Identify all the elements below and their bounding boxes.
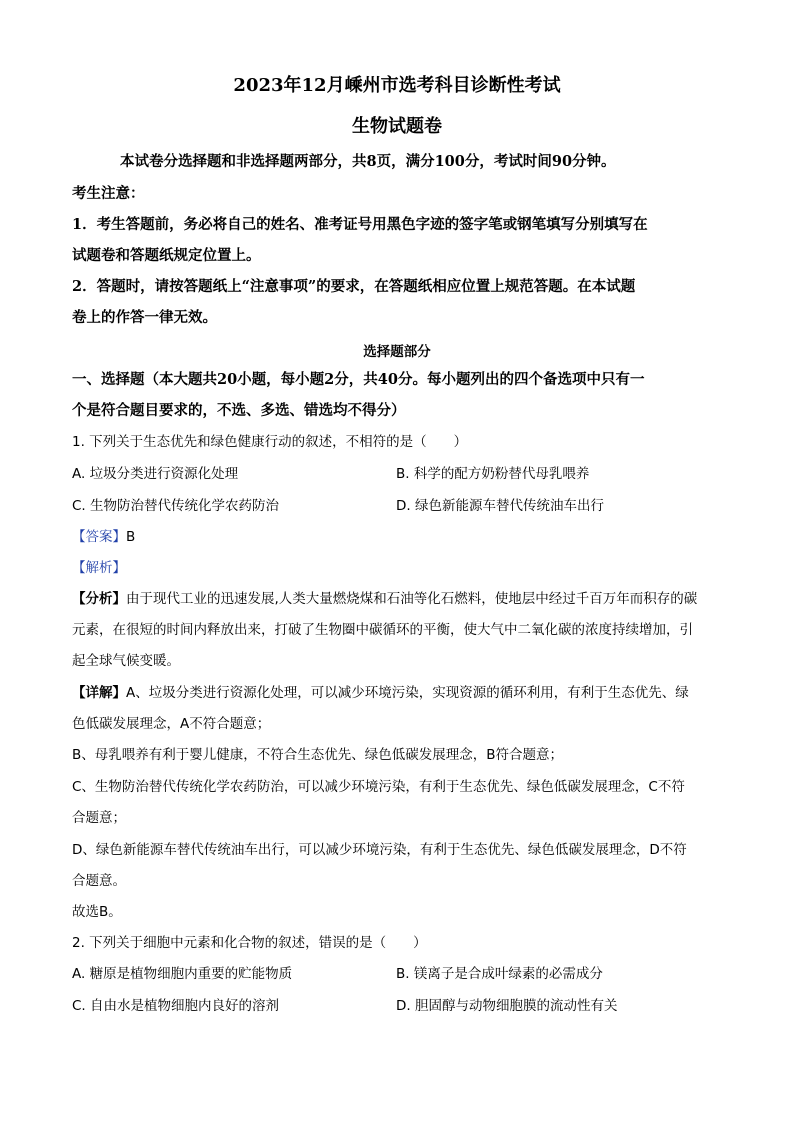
notice-item-1-cont: 试题卷和答题纸规定位置上。 — [72, 247, 261, 264]
answer-tag: 【答案】 — [72, 529, 126, 545]
notice-item-2: 2．答题时，请按答题纸上“注意事项”的要求，在答题纸相应位置上规范答题。在本试题 — [72, 278, 636, 295]
question-1-option-a: A. 垃圾分类进行资源化处理 — [72, 466, 239, 482]
detail-tag: 【详解】 — [72, 685, 126, 701]
page-title: 2023年12月嵊州市选考科目诊断性考试 — [233, 75, 561, 96]
question-2-option-c: C. 自由水是植物细胞内良好的溶剂 — [72, 998, 280, 1014]
fenxi-text-1: 由于现代工业的迅速发展,人类大量燃烧煤和石油等化石燃料，使地层中经过千百万年而积存的碳 — [126, 591, 698, 607]
question-2-option-b: B. 镁离子是合成叶绿素的必需成分 — [396, 966, 603, 982]
fenxi-tag: 【分析】 — [72, 591, 126, 607]
section-heading: 选择题部分 — [363, 344, 431, 360]
fenxi-line-2: 元素，在很短的时间内释放出来，打破了生物圈中碳循环的平衡，使大气中二氧化碳的浓度持续增加，引 — [72, 622, 693, 638]
question-2-option-d: D. 胆固醇与动物细胞膜的流动性有关 — [396, 998, 618, 1014]
detail-line-c-cont: 合题意； — [72, 810, 126, 826]
conclusion: 故选B。 — [72, 904, 122, 920]
question-1-option-b: B. 科学的配方奶粉替代母乳喂养 — [396, 466, 590, 482]
notice-item-1: 1．考生答题前，务必将自己的姓名、准考证号用黑色字迹的签字笔或钢笔填写分别填写在 — [72, 216, 648, 233]
fenxi-line-3: 起全球气候变暖。 — [72, 653, 180, 669]
question-1-stem: 1. 下列关于生态优先和绿色健康行动的叙述，不相符的是（ ） — [72, 434, 468, 450]
page-subtitle: 生物试题卷 — [352, 116, 442, 137]
question-2-option-a: A. 糖原是植物细胞内重要的贮能物质 — [72, 966, 293, 982]
detail-text-a: A、垃圾分类进行资源化处理，可以减少环境污染，实现资源的循环利用，有利于生态优先、绿 — [126, 685, 689, 701]
question-2-stem: 2. 下列关于细胞中元素和化合物的叙述，错误的是（ ） — [72, 935, 427, 951]
question-1-option-c: C. 生物防治替代传统化学农药防治 — [72, 498, 280, 514]
detail-line-a — [72, 681, 689, 701]
notice-item-2-cont: 卷上的作答一律无效。 — [72, 309, 217, 326]
answer-line — [72, 525, 135, 545]
fenxi-line-1 — [72, 587, 697, 607]
detail-line-a-cont: 色低碳发展理念，A不符合题意； — [72, 716, 271, 732]
section-instructions: 一、选择题（本大题共20小题，每小题2分，共40分。每小题列出的四个备选项中只有一 — [72, 371, 645, 388]
detail-line-d: D、绿色新能源车替代传统油车出行，可以减少环境污染，有利于生态优先、绿色低碳发展理念，D不符 — [72, 842, 687, 858]
detail-line-d-cont: 合题意。 — [72, 873, 126, 889]
detail-line-c: C、生物防治替代传统化学农药防治，可以减少环境污染，有利于生态优先、绿色低碳发展理念，C不符 — [72, 779, 685, 795]
notice-heading: 考生注意： — [72, 185, 145, 202]
answer-value: B — [126, 529, 136, 545]
question-1-option-d: D. 绿色新能源车替代传统油车出行 — [396, 498, 604, 514]
intro-text: 本试卷分选择题和非选择题两部分，共8页，满分100分，考试时间90分钟。 — [120, 153, 616, 170]
analysis-tag: 【解析】 — [72, 560, 126, 576]
detail-line-b: B、母乳喂养有利于婴儿健康，不符合生态优先、绿色低碳发展理念，B符合题意； — [72, 747, 564, 763]
section-instructions-cont: 个是符合题目要求的，不选、多选、错选均不得分） — [72, 402, 406, 419]
